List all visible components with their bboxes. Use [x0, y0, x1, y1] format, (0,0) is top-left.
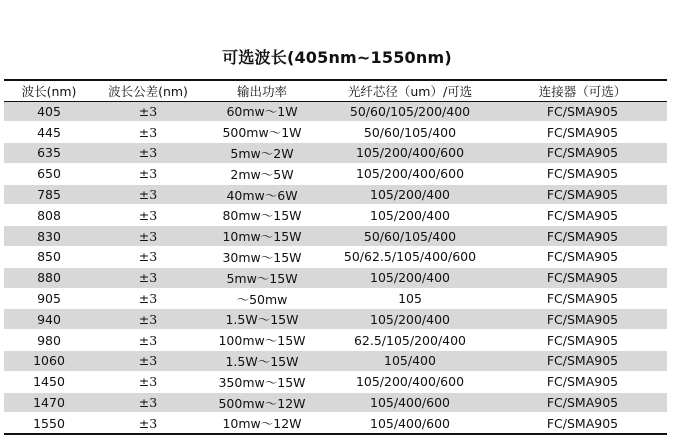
- cell-tolerance: ±3: [94, 351, 202, 372]
- cell-tolerance: ±3: [94, 267, 202, 288]
- cell-tolerance: ±3: [94, 205, 202, 226]
- cell-wavelength: 1550: [4, 413, 94, 434]
- cell-tolerance: ±3: [94, 371, 202, 392]
- cell-fiber-core: 105/200/400/600: [322, 163, 498, 184]
- cell-wavelength: 635: [4, 143, 94, 164]
- table-row: [4, 392, 667, 413]
- table-body: [4, 101, 667, 434]
- cell-fiber-core: 50/60/105/200/400: [322, 101, 498, 122]
- cell-connector: FC/SMA905: [498, 226, 667, 247]
- cell-tolerance: ±3: [94, 309, 202, 330]
- cell-output-power: 30mw～15W: [202, 247, 322, 268]
- cell-tolerance: ±3: [94, 288, 202, 309]
- cell-connector: FC/SMA905: [498, 309, 667, 330]
- cell-output-power: 5mw～2W: [202, 143, 322, 164]
- table-row: [4, 184, 667, 205]
- table-row: [4, 205, 667, 226]
- cell-connector: FC/SMA905: [498, 205, 667, 226]
- cell-output-power: 80mw～15W: [202, 205, 322, 226]
- cell-wavelength: 445: [4, 122, 94, 143]
- cell-connector: FC/SMA905: [498, 371, 667, 392]
- cell-tolerance: ±3: [94, 247, 202, 268]
- cell-tolerance: ±3: [94, 413, 202, 434]
- cell-output-power: 10mw～15W: [202, 226, 322, 247]
- table-row: [4, 267, 667, 288]
- cell-output-power: 500mw～12W: [202, 392, 322, 413]
- cell-output-power: 500mw～1W: [202, 122, 322, 143]
- cell-fiber-core: 62.5/105/200/400: [322, 330, 498, 351]
- header-fiber-core: 光纤芯径（um）/可选: [347, 83, 473, 99]
- table-header-row: [4, 80, 667, 101]
- cell-output-power: 1.5W～15W: [202, 309, 322, 330]
- cell-output-power: ～50mw: [202, 288, 322, 309]
- cell-output-power: 5mw～15W: [202, 267, 322, 288]
- cell-wavelength: 905: [4, 288, 94, 309]
- cell-fiber-core: 50/62.5/105/400/600: [322, 247, 498, 268]
- cell-wavelength: 880: [4, 267, 94, 288]
- cell-wavelength: 650: [4, 163, 94, 184]
- wavelength-spec-table: [4, 79, 667, 435]
- cell-output-power: 60mw～1W: [202, 101, 322, 122]
- table-row: [4, 143, 667, 164]
- table-row: [4, 330, 667, 351]
- cell-connector: FC/SMA905: [498, 122, 667, 143]
- cell-connector: FC/SMA905: [498, 143, 667, 164]
- header-connector: 连接器（可选）: [538, 83, 627, 99]
- table-row: [4, 309, 667, 330]
- cell-fiber-core: 105: [322, 288, 498, 309]
- cell-wavelength: 830: [4, 226, 94, 247]
- cell-output-power: 40mw～6W: [202, 184, 322, 205]
- cell-connector: FC/SMA905: [498, 101, 667, 122]
- cell-wavelength: 405: [4, 101, 94, 122]
- cell-connector: FC/SMA905: [498, 184, 667, 205]
- table-title: 可选波长(405nm~1550nm): [222, 48, 452, 67]
- cell-output-power: 1.5W～15W: [202, 351, 322, 372]
- table-row: [4, 163, 667, 184]
- cell-tolerance: ±3: [94, 392, 202, 413]
- header-output-power: 输出功率: [236, 83, 287, 99]
- cell-fiber-core: 105/400: [322, 351, 498, 372]
- table-row: [4, 101, 667, 122]
- cell-wavelength: 785: [4, 184, 94, 205]
- cell-connector: FC/SMA905: [498, 413, 667, 434]
- cell-tolerance: ±3: [94, 330, 202, 351]
- header-wavelength: 波长(nm): [21, 83, 77, 99]
- cell-wavelength: 1470: [4, 392, 94, 413]
- cell-wavelength: 1450: [4, 371, 94, 392]
- table-row: [4, 351, 667, 372]
- cell-connector: FC/SMA905: [498, 163, 667, 184]
- cell-wavelength: 940: [4, 309, 94, 330]
- cell-fiber-core: 105/200/400/600: [322, 143, 498, 164]
- cell-output-power: 100mw～15W: [202, 330, 322, 351]
- cell-fiber-core: 105/400/600: [322, 413, 498, 434]
- cell-connector: FC/SMA905: [498, 330, 667, 351]
- table-row: [4, 413, 667, 434]
- table-row: [4, 371, 667, 392]
- cell-wavelength: 980: [4, 330, 94, 351]
- cell-fiber-core: 105/200/400/600: [322, 371, 498, 392]
- cell-fiber-core: 105/200/400: [322, 184, 498, 205]
- table-row: [4, 226, 667, 247]
- cell-output-power: 2mw～5W: [202, 163, 322, 184]
- header-tolerance: 波长公差(nm): [108, 83, 188, 99]
- cell-connector: FC/SMA905: [498, 267, 667, 288]
- cell-fiber-core: 105/200/400: [322, 205, 498, 226]
- cell-tolerance: ±3: [94, 226, 202, 247]
- table-row: [4, 247, 667, 268]
- cell-fiber-core: 105/200/400: [322, 309, 498, 330]
- cell-wavelength: 1060: [4, 351, 94, 372]
- cell-tolerance: ±3: [94, 122, 202, 143]
- cell-connector: FC/SMA905: [498, 351, 667, 372]
- cell-wavelength: 850: [4, 247, 94, 268]
- cell-connector: FC/SMA905: [498, 288, 667, 309]
- cell-connector: FC/SMA905: [498, 392, 667, 413]
- table-row: [4, 122, 667, 143]
- cell-connector: FC/SMA905: [498, 247, 667, 268]
- cell-tolerance: ±3: [94, 101, 202, 122]
- cell-tolerance: ±3: [94, 143, 202, 164]
- cell-fiber-core: 105/200/400: [322, 267, 498, 288]
- cell-wavelength: 808: [4, 205, 94, 226]
- cell-fiber-core: 105/400/600: [322, 392, 498, 413]
- cell-output-power: 350mw～15W: [202, 371, 322, 392]
- cell-output-power: 10mw～12W: [202, 413, 322, 434]
- cell-fiber-core: 50/60/105/400: [322, 226, 498, 247]
- cell-fiber-core: 50/60/105/400: [322, 122, 498, 143]
- cell-tolerance: ±3: [94, 163, 202, 184]
- cell-tolerance: ±3: [94, 184, 202, 205]
- table-row: [4, 288, 667, 309]
